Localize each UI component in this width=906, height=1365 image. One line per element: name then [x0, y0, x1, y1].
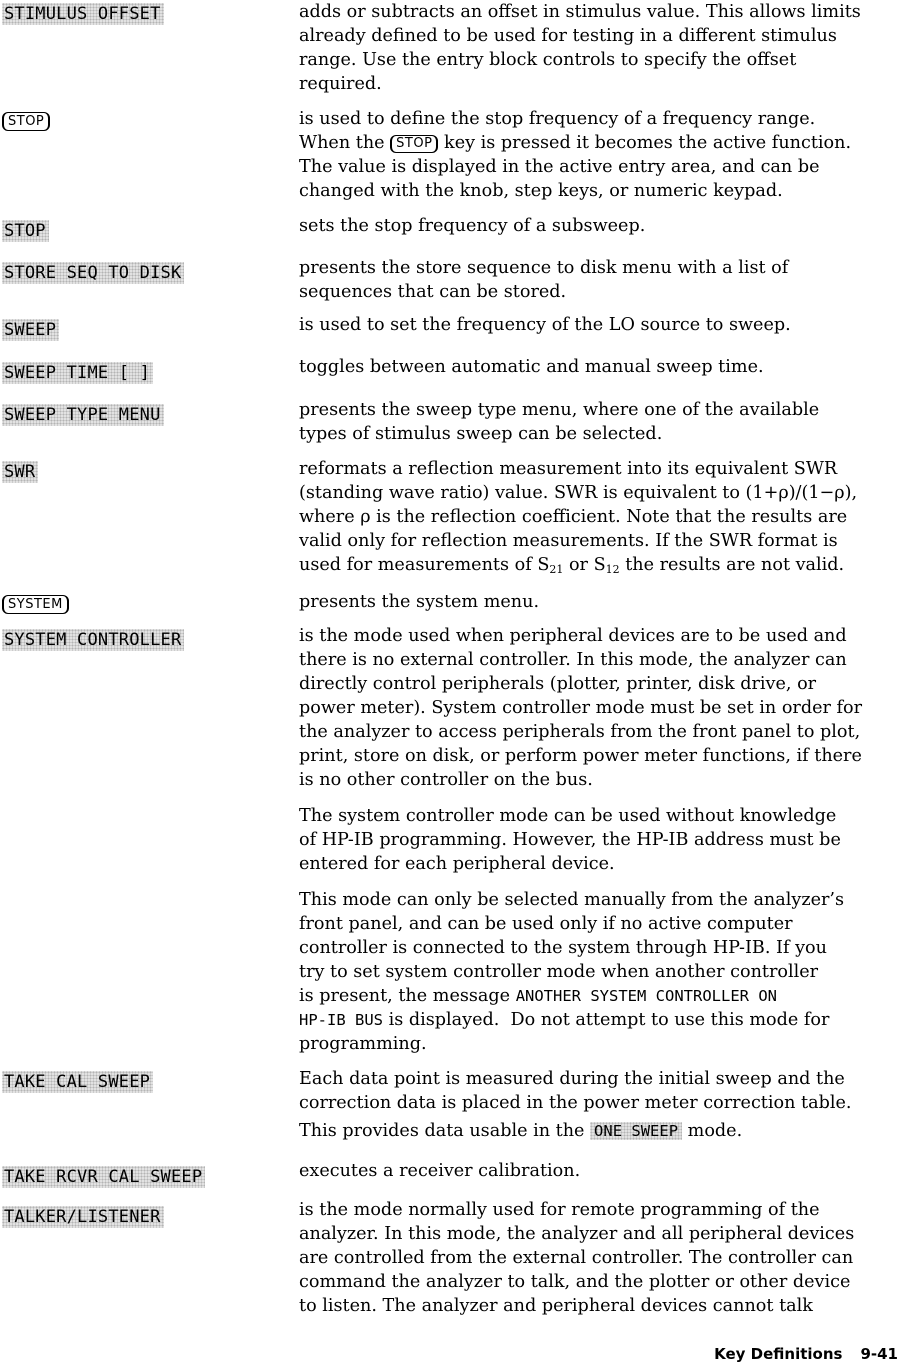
text-line — [299, 553, 899, 577]
page-footer — [714, 1345, 898, 1363]
definition-talker-listener — [299, 1198, 899, 1318]
text-segment: When the — [299, 133, 385, 153]
softkey-stimulus-offset: STIMULUS OFFSET — [2, 3, 164, 25]
softkey-sweep-type-menu: SWEEP TYPE MENU — [2, 404, 164, 426]
softkey-sweep: SWEEP — [2, 319, 59, 341]
text-line: executes a receiver calibration. — [299, 1161, 581, 1181]
text-line: is the mode used when peripheral devices are to be used and — [299, 626, 847, 646]
text-segment: mode. — [682, 1121, 743, 1141]
text-line: is used to define the stop frequency of a frequency range. — [299, 109, 816, 129]
text-line: print, store on disk, or perform power meter functions, if there — [299, 746, 862, 766]
text-line: directly control peripherals (plotter, printer, disk drive, or — [299, 674, 817, 694]
text-segment: is present, the message — [299, 986, 516, 1006]
text-line: is no other controller on the bus. — [299, 770, 593, 790]
subscript: 12 — [605, 563, 620, 576]
text-line: valid only for reflection measurements. If the SWR format is — [299, 531, 838, 551]
definition-swr — [299, 457, 899, 577]
subscript: 21 — [549, 563, 564, 576]
softkey-system-controller: SYSTEM CONTROLLER — [2, 629, 184, 651]
definition-system-hardkey — [299, 590, 899, 614]
softkey-sweep-time: SWEEP TIME [ ] — [2, 362, 153, 384]
text-line: sequences that can be stored. — [299, 282, 567, 302]
text-line: presents the store sequence to disk menu with a list of — [299, 258, 789, 278]
text-line: is used to set the frequency of the LO source to sweep. — [299, 315, 791, 335]
text-line: The system controller mode can be used without knowledge — [299, 806, 837, 826]
definition-take-cal-sweep — [299, 1067, 899, 1143]
text-line: power meter). System controller mode must be set in order for — [299, 698, 863, 718]
text-line: reformats a reflection measurement into its equivalent SWR — [299, 459, 838, 479]
text-line: analyzer. In this mode, the analyzer and all peripheral devices — [299, 1224, 855, 1244]
softkey-take-rcvr-cal-sweep: TAKE RCVR CAL SWEEP — [2, 1166, 205, 1188]
definition-store-seq-to-disk — [299, 256, 899, 304]
text-line: adds or subtracts an offset in stimulus value. This allows limits — [299, 2, 861, 22]
softkey-take-cal-sweep: TAKE CAL SWEEP — [2, 1071, 153, 1093]
text-line: programming. — [299, 1034, 427, 1054]
text-line: front panel, and can be used only if no active computer — [299, 914, 793, 934]
text-line: sets the stop frequency of a subsweep. — [299, 216, 646, 236]
text-line: controller is connected to the system through HP-IB. If you — [299, 938, 827, 958]
text-segment: is displayed. Do not attempt to use this mode for — [383, 1010, 830, 1030]
text-line: command the analyzer to talk, and the plotter or other device — [299, 1272, 851, 1292]
text-segment: or S — [563, 555, 606, 575]
text-line: This mode can only be selected manually from the analyzer’s — [299, 890, 845, 910]
text-line: try to set system controller mode when another controller — [299, 962, 819, 982]
text-segment: used for measurements of S — [299, 555, 550, 575]
definition-stop-softkey — [299, 214, 899, 238]
text-line: Each data point is measured during the initial sweep and the — [299, 1069, 845, 1089]
definition-stop-hardkey — [299, 107, 899, 203]
text-line: (standing wave ratio) value. SWR is equivalent to (1+ρ)/(1−ρ), — [299, 483, 858, 503]
text-line: is the mode normally used for remote programming of the — [299, 1200, 820, 1220]
hardkey-system: SYSTEM — [2, 595, 69, 614]
text-line: types of stimulus sweep can be selected. — [299, 424, 663, 444]
hardkey-stop-inline: STOP — [390, 135, 438, 153]
text-line — [299, 1119, 899, 1143]
page-number: 9-41 — [860, 1345, 898, 1363]
definition-system-controller — [299, 624, 899, 1056]
text-segment: This provides data usable in the — [299, 1121, 591, 1141]
text-line: where ρ is the reflection coefficient. Note that the results are — [299, 507, 848, 527]
softkey-talker-listener: TALKER/LISTENER — [2, 1206, 164, 1228]
softkey-swr: SWR — [2, 461, 38, 483]
text-line: changed with the knob, step keys, or numeric keypad. — [299, 181, 783, 201]
definition-take-rcvr-cal-sweep — [299, 1159, 899, 1183]
text-line: range. Use the entry block controls to specify the offset — [299, 50, 797, 70]
text-line: correction data is placed in the power meter correction table. — [299, 1093, 852, 1113]
definition-sweep-type-menu — [299, 398, 899, 446]
softkey-store-seq-to-disk: STORE SEQ TO DISK — [2, 262, 184, 284]
text-line: the analyzer to access peripherals from the front panel to plot, — [299, 722, 861, 742]
text-line: already defined to be used for testing in a different stimulus — [299, 26, 837, 46]
text-line: required. — [299, 74, 382, 94]
hardkey-stop: STOP — [2, 112, 50, 131]
text-line — [299, 131, 899, 155]
text-line: there is no external controller. In this mode, the analyzer can — [299, 650, 847, 670]
text-segment: key is pressed it becomes the active function. — [444, 133, 852, 153]
softkey-one-sweep: ONE SWEEP — [590, 1122, 682, 1140]
definition-sweep — [299, 313, 899, 337]
text-line: are controlled from the external controller. The controller can — [299, 1248, 854, 1268]
text-line: presents the sweep type menu, where one of the available — [299, 400, 820, 420]
text-line: of HP-IB programming. However, the HP-IB address must be — [299, 830, 841, 850]
text-line: The value is displayed in the active entry area, and can be — [299, 157, 820, 177]
footer-section-title: Key Definitions — [714, 1345, 843, 1363]
softkey-stop: STOP — [2, 220, 49, 242]
text-line — [299, 984, 899, 1008]
text-line: presents the system menu. — [299, 592, 540, 612]
definition-sweep-time — [299, 355, 899, 379]
text-line: toggles between automatic and manual sweep time. — [299, 357, 764, 377]
text-line — [299, 1008, 899, 1032]
text-line: to listen. The analyzer and peripheral devices cannot talk — [299, 1296, 813, 1316]
display-message: HP-IB BUS — [299, 1011, 383, 1029]
display-message: ANOTHER SYSTEM CONTROLLER ON — [515, 987, 777, 1005]
definition-stimulus-offset — [299, 0, 899, 96]
text-line: entered for each peripheral device. — [299, 854, 615, 874]
text-segment: the results are not valid. — [619, 555, 845, 575]
